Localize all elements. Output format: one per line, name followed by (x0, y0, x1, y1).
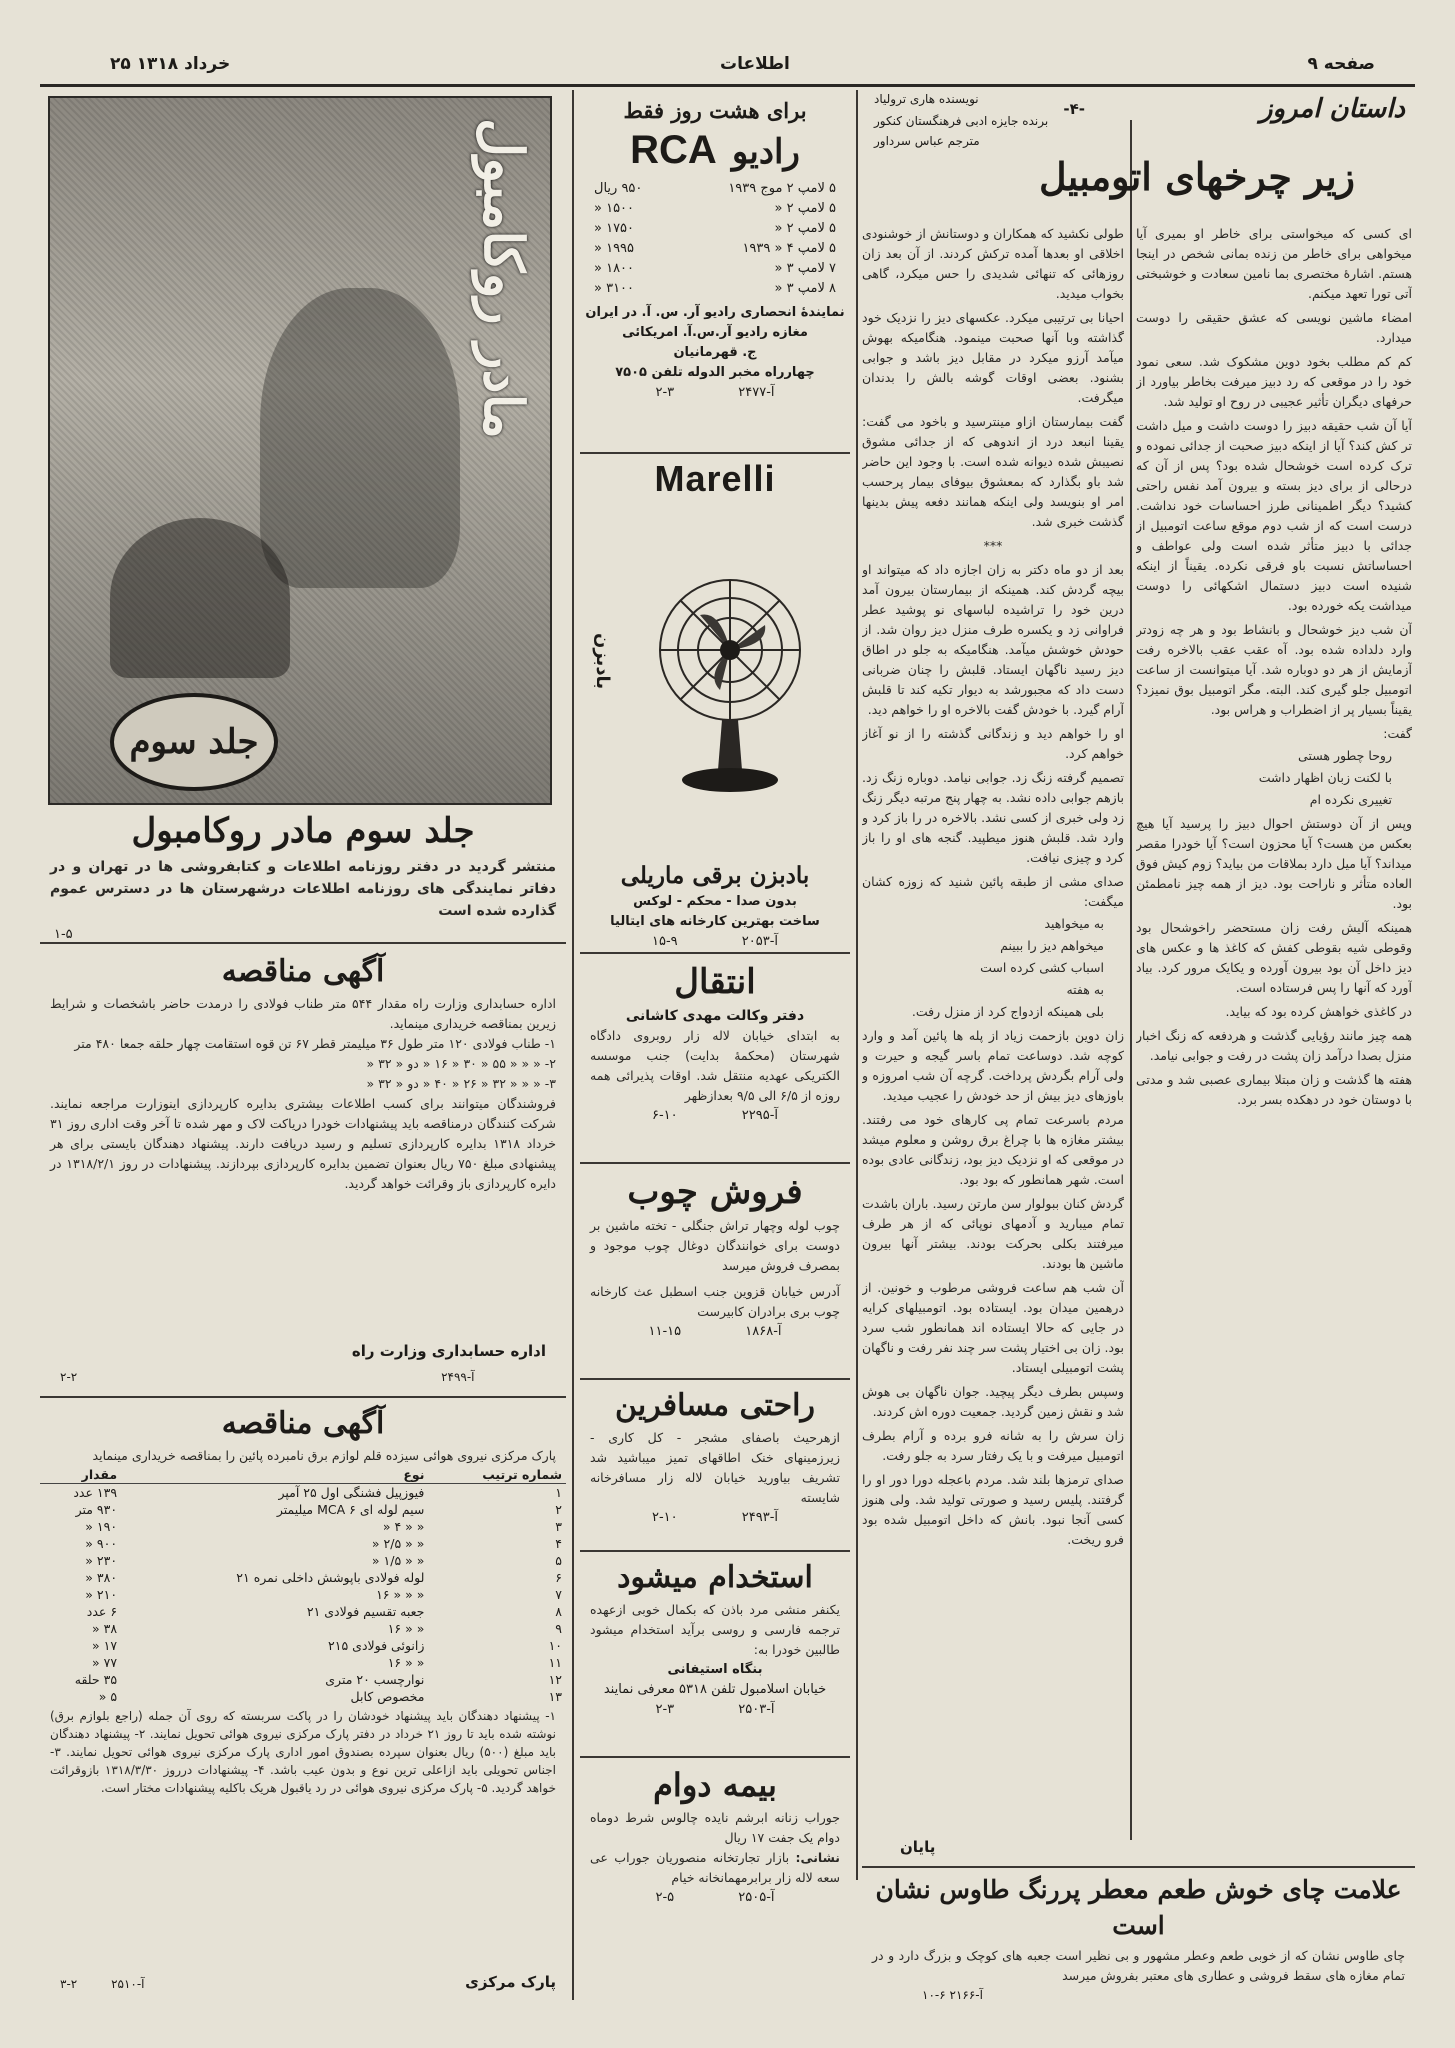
tender-1-title: آگهی مناقصه (221, 954, 385, 989)
story-title: زیر چرخهای اتومبیل (1039, 154, 1355, 199)
ad-code: آ-۲۴۹۹ (441, 1370, 475, 1384)
ad-rule (580, 1378, 850, 1380)
ad-code: آ-۲۲۹۵ (741, 1108, 779, 1123)
table-cell: « « ۱۶ (387, 1655, 425, 1670)
tender-2-ad (40, 1402, 566, 2007)
column-divider (856, 90, 858, 1880)
table-cell: ۱۳ (548, 1689, 562, 1704)
paragraph: بعد از دو ماه دکتر به زان اجازه داد که میتواند او بیچه گردش کند. همینکه از بیمارستان بیرون آمد درین خود را تراشیده لباسهای نو پوشید عطر فراوانی زد و یکسره طرف منزل دیز روان شد. از حودش خوشش میآمد. هنگامیکه به جلو در اطاق دیز رسید ناگهان ایستاد. قلبش را چنان ضربانی دست داد که مجبورشد به دیوار تکیه کند تا قلبش آرام گیرد. با خودش گفت بالاخره او را خواهم دید. (862, 562, 1124, 717)
marelli-features: بدون صدا - محکم - لوکس (633, 894, 797, 909)
dialogue-line: میخواهم دیز را ببینم (1000, 938, 1104, 953)
rca-model: ۵ لامپ ۲ « (774, 221, 836, 236)
rca-model: ۵ لامپ ۲ « (774, 201, 836, 216)
table-cell: سیم لوله ای MCA ۶ میلیمتر (276, 1502, 425, 1517)
table-cell: ۳۸ « (92, 1621, 118, 1636)
paragraph: همینکه آلیش رفت زان مستحضر راخوشحال بود وقوطی شیه بقوطی کفش که کاغذ ها و عکس های دیز داخل آن بود بیرون آورده و یکایک مرور کرد. بیاد آورد که آنها را پس فرستاده است. (1136, 920, 1412, 995)
tea-title: علامت چای خوش طعم معطر پررنگ طاوس نشان است (875, 1875, 1402, 1940)
tea-body: چای طاوس نشان که از خوبی طعم وعطر مشهور و بی نظیر است جعبه های کوچک و بزرگ دارد و در تمام مغازه های سقط فروشی و عطاری های معتبر بفروش میرسد (872, 1948, 1405, 1983)
story-header (862, 92, 1415, 202)
ad-code: ۲-۲ (60, 1370, 78, 1384)
paragraph: وپس از آن دوستش احوال دبیز را پرسید آیا هیچ بعکس من هست؟ آیا محزون است؟ آیا خودرا مقصر میداند؟ آیا میل دارد بملاقات من بیاید؟ زوم کیش فوق العاده متأثر و ناراحت بود. دیز از همه چیز نامطمئن بود. (1136, 816, 1412, 911)
rca-radio-label: رادیو (731, 132, 800, 172)
tender-1-item: ۱- طناب فولادی ۱۲۰ متر طول ۳۶ میلیمتر قطر ۶۷ تن قوه استقامت چهار حلقه جمعا ۴۸۰ متر (74, 1036, 556, 1051)
table-row (40, 1586, 566, 1603)
ad-code: ۱۵-۹ (651, 934, 678, 949)
marelli-logo: Marelli (654, 458, 776, 499)
story-end: پایان (900, 1838, 936, 1856)
ad-code: ۲-۳ (655, 385, 675, 400)
table-row (40, 1671, 566, 1688)
table-cell: لوله فولادی باپوشش داخلی نمره ۲۱ (236, 1570, 425, 1585)
table-row (40, 1688, 566, 1705)
wood-ad (580, 1168, 850, 1368)
wood-title: فروش چوب (627, 1172, 803, 1212)
table-row (40, 1484, 566, 1502)
tender-1-intro: اداره حسابداری وزارت راه مقدار ۵۴۴ متر طناب فولادی را درمدت حاضر باشخصات و شرایط زیرین بمناقصه خریداری مینماید. (50, 996, 556, 1031)
stocking-ad (580, 1762, 850, 1962)
table-cell: ۷۷ « (92, 1655, 118, 1670)
book-cover-illustration (48, 96, 552, 805)
story-translator: مترجم عباس سرداور (874, 134, 980, 148)
ad-code: آ-۲۴۹۳ (741, 1510, 779, 1525)
issue-date: ۲۵ خرداد ۱۳۱۸ (110, 54, 231, 74)
table-row (40, 1654, 566, 1671)
hiring-company: بنگاه استیفانی (667, 1662, 763, 1677)
ad-rule (580, 952, 850, 954)
ad-code: ۳-۲ (60, 1977, 78, 1991)
column-header: شماره ترتیب (428, 1466, 566, 1484)
rca-price: ۹۵۰ ریال (594, 181, 643, 196)
column-header: نوع (121, 1466, 428, 1484)
ad-code: آ-۲۴۷۷ (738, 385, 775, 400)
paragraph: ای کسی که میخواستی برای خاطر او بمیری آیا میخواهی برای خاطر من زنده بمانی شخص در اینجا هستم. اشارهٔ مختصری بما نامین سعادت و خوشبختی آتی تورا تعهد میکنم. (1136, 226, 1412, 301)
hiring-ad (580, 1556, 850, 1752)
table-cell: ۶ (555, 1570, 562, 1585)
book-title: جلد سوم مادر روکامبول (131, 811, 475, 851)
ad-rule (40, 1396, 566, 1398)
marelli-title: بادبزن برقی ماریلی (620, 862, 810, 889)
tea-ad (862, 1872, 1415, 2012)
stocking-address-label: نشانی: (795, 1850, 840, 1865)
tender-2-table (40, 1466, 566, 1705)
table-cell: ۱۱ (548, 1655, 562, 1670)
table-row (40, 1637, 566, 1654)
table-cell: زانوئی فولادی ۲۱۵ (328, 1638, 425, 1653)
wood-address: آدرس خیابان قزوین جنب اسطبل عث کارخانه چوب بری برادران کابیرست (590, 1284, 840, 1319)
dialogue-line: با لکنت زبان اظهار داشت (1258, 770, 1392, 785)
tender-1-ad (40, 950, 566, 1390)
table-row (40, 1501, 566, 1518)
dialogue-line: به میخواهید (1044, 916, 1104, 931)
rca-logo: RCA (630, 128, 717, 172)
table-row (40, 1535, 566, 1552)
table-header-row (40, 1466, 566, 1484)
tender-1-item: ۳- « « « ۳۲ « ۲۶ « ۴۰ « دو « ۳۲ « (366, 1076, 556, 1091)
table-cell: نوارچسب ۲۰ متری (325, 1672, 425, 1687)
table-cell: « « ۴ « (382, 1519, 425, 1534)
tender-2-intro: پارک مرکزی نیروی هوائی سیزده قلم لوازم برق نامبرده پائین را بمناقصه خریداری مینماید (92, 1448, 556, 1463)
paragraph: صدای مشی از طبقه پائین شنید که زوزه کشان میگفت: (862, 874, 1124, 909)
dialogue-line: تغییری نکرده ام (1309, 792, 1392, 807)
ad-rule (862, 1866, 1415, 1868)
table-row (40, 1518, 566, 1535)
table-cell: ۳۸۰ « (85, 1570, 118, 1585)
section-title: داستان امروز (1259, 94, 1405, 124)
book-ad (40, 806, 566, 956)
table-row (40, 1603, 566, 1620)
paragraph: در کاغذی خواهش کرده بود که بیاید. (1225, 1004, 1412, 1019)
ad-rule (40, 942, 566, 944)
paragraph: زان سرش را به شانه فرو برده و آرام بطرف اتومبیل میرفت و با یک رفتار سرد به جلو رفت. (862, 1428, 1124, 1463)
dialogue-line: بلی همینکه ازدواج کرد از منزل رفت. (911, 1004, 1104, 1019)
paragraph: امضاء ماشین نویسی که عشق حقیقی را دوست میدارد. (1136, 310, 1412, 345)
table-cell: ۲ (555, 1502, 562, 1517)
story-column-2 (862, 224, 1124, 1864)
hotel-body: ازهرحیث باصفای مشجر - کل کاری - زیرزمینهای خنک اطاقهای تمیز میباشید شد تشریف بیاورید خیابان لاله زار مسافرخانه شایسته (590, 1430, 840, 1505)
rca-model: ۷ لامپ ۳ « (774, 261, 836, 276)
column-divider (572, 90, 574, 2000)
tender-2-table-body (40, 1484, 566, 1706)
hotel-title: راحتی مسافرین (615, 1388, 815, 1423)
rca-price: ۳۱۰۰ « (594, 281, 635, 296)
table-cell: ۱۰ (548, 1638, 562, 1653)
ad-code: آ-۲۱۶۶ (949, 1988, 983, 2002)
ad-rule (580, 1162, 850, 1164)
table-cell: « « ۲/۵ « (371, 1536, 425, 1551)
rca-price: ۱۸۰۰ « (594, 261, 635, 276)
paragraph: گردش کنان ببولوار سن مارتن رسید. باران باشدت تمام میبارید و آدمهای نوپائی که از هر طرف میرفتند بکلی بحرکت بودند. بیشتر آنها بیرون ماشین ها بودند. (862, 1196, 1124, 1271)
ad-code: ۲-۱۰ (651, 1510, 678, 1525)
paragraph: کم کم مطلب بخود دوین مشکوک شد. سعی نمود خود را در موقعی که رد دبیز میرفت بخاطر بیاورد از حرفهای دیگران تأثیر عجیبی در روح او تولید شد. (1136, 354, 1412, 409)
stocking-title: بیمه دوام (653, 1766, 777, 1804)
dialogue-line: به هفته (1066, 982, 1104, 997)
cover-volume-badge: جلد سوم (110, 693, 278, 791)
paragraph: آن شب دیز خوشحال و بانشاط بود و هر چه زودتر وارد دلداده شده بود. آه عقب عقب بالاخره رفت آزمایش از هر دو دوباره شد. آیا میتوانست از ساعت اتومبیل جلو گیری کند. البته. مگر اتومبیل بوق نمیزد؟ یقیناً بسیار پر از اضطراب و هراس بود. (1136, 622, 1412, 717)
table-row (40, 1620, 566, 1637)
rca-price-row (580, 199, 850, 219)
table-cell: ۷ (555, 1587, 562, 1602)
ad-code: ۲-۵ (655, 1890, 675, 1905)
rca-price-row (580, 219, 850, 239)
story-number: -۴- (1063, 100, 1085, 118)
masthead (40, 50, 1415, 82)
rca-model: ۵ لامپ ۲ موج ۱۹۳۹ (728, 181, 836, 196)
separator: *** (983, 538, 1003, 553)
stocking-body: جوراب زنانه ابرشم نایده چالوس شرط دوماه دوام یک جفت ۱۷ ریال (590, 1810, 840, 1845)
ad-rule (580, 452, 850, 454)
transfer-ad (580, 958, 850, 1158)
table-cell: « « « ۱۶ (376, 1587, 425, 1602)
story-credit: برنده جایزه ادبی فرهنگستان کنکور (874, 114, 1049, 128)
rca-price-row (580, 179, 850, 199)
column-header: مقدار (40, 1466, 121, 1484)
table-cell: ۹۳۰ متر (75, 1502, 118, 1517)
transfer-body: به ابتدای خیابان لاله زار روبروی دادگاه شهرستان (محکمهٔ بدایت) جنب موسسه الکتریکی عهدیه منتقل شد. اوقات پذیرائی همه روزه از ۶/۵ الی ۹/۵ بعدازظهر (590, 1028, 840, 1103)
fan-hub (720, 640, 740, 660)
story-column-1 (1136, 224, 1412, 1864)
table-cell: ۲۱۰ « (85, 1587, 118, 1602)
ad-code: ۱-۵ (54, 927, 73, 942)
transfer-subtitle: دفتر وکالت مهدی کاشانی (625, 1008, 805, 1024)
stocking-address: بازار تجارتخانه منصوریان جوراب عی سعه لاله زار برابرمهمانخانه خیام (590, 1850, 840, 1885)
table-cell: ۳۵ حلقه (74, 1672, 118, 1687)
table-cell: ۲۳۰ « (85, 1553, 118, 1568)
tender-2-title: آگهی مناقصه (221, 1406, 385, 1441)
paper-name: اطلاعات (720, 54, 790, 74)
ad-rule (580, 1756, 850, 1758)
rca-price: ۱۹۹۵ « (594, 241, 635, 256)
marelli-side-label: بادبزن (592, 633, 613, 690)
rca-address: چهارراه مخبر الدوله تلفن ۷۵۰۵ (615, 365, 815, 380)
paragraph: همه چیز مانند رؤیایی گذشت و هردفعه که زنگ اخبار منزل بصدا درآمد زان پشت در رفت و جوابی نیامد. (1136, 1028, 1412, 1063)
hiring-address: خیابان اسلامبول تلفن ۵۳۱۸ معرفی نمایند (603, 1682, 827, 1697)
paragraph: تصمیم گرفته زنگ زد. جوابی نیامد. دوباره زنگ زد. بازهم جوابی داده نشد. به چهار پنج مرتبه دیگر زنگ زد ولی خبری از کسی نشد. بالاخره در را باز کرد و وارد شد. قلبش هنوز میطپید. گنجه های او را باز کرد و چیزی نیافت. (862, 770, 1124, 865)
table-cell: ۹۰۰ « (85, 1536, 118, 1551)
paragraph: وسپس بطرف دیگر پیچید. جوان ناگهان بی هوش شد و نقش زمین گردید. جمعیت دوره اش کردند. (862, 1384, 1124, 1419)
electric-fan-illustration (640, 570, 820, 800)
tender-1-signature: اداره حسابداری وزارت راه (351, 1342, 546, 1360)
paragraph: صدای ترمزها بلند شد. مردم باعجله دورا دور او را گرفتند. پلیس رسید و صورتی تولید شد. ولی هنوز کسی آنجا نبود. بانش که داخل اتومبیل شده بود فرو ریخت. (862, 1472, 1124, 1547)
table-row (40, 1569, 566, 1586)
table-cell: « « ۱/۵ « (371, 1553, 425, 1568)
figure-silhouette (110, 518, 290, 678)
tender-2-signature: پارک مرکزی (465, 1973, 556, 1991)
table-cell: جعبه تقسیم فولادی ۲۱ (306, 1604, 425, 1619)
wood-body: چوب لوله وچهار تراش جنگلی - تخته ماشین بر دوست برای خوانندگان دوغال چوب موجود و بمصرف فروش میرسد (590, 1218, 840, 1273)
book-body: منتشر گردید در دفتر روزنامه اطلاعات و کتابفروشی ها در تهران و در دفاتر نمایندگی های روزنامه اطلاعات درشهرستان ها در دسترس عموم گذارده شده است (50, 859, 556, 919)
table-cell: ۸ (555, 1604, 562, 1619)
hotel-ad (580, 1384, 850, 1546)
table-cell: ۵ « (98, 1689, 118, 1704)
story-byline: نویسنده هاری ترولیاد (874, 92, 979, 106)
ad-code: ۶-۱۰ (651, 1108, 678, 1123)
table-cell: ۱۹۰ « (85, 1519, 118, 1534)
table-cell: فیوزپیل فشنگی اول ۲۵ آمپر (278, 1485, 425, 1500)
table-cell: ۶ عدد (86, 1604, 118, 1619)
ad-code: ۲-۳ (655, 1702, 675, 1717)
rca-price: ۱۷۵۰ « (594, 221, 635, 236)
paragraph: زان دوین بازحمت زیاد از پله ها پائین آمد و وارد کوچه شد. دوساعت تمام باسر گیجه و حیرت و ولی آرام بگردش پرداخت. گرچه آن شب امروزه و باوزهای دیز بیش از حد خودش را عجیب میدید. (862, 1028, 1124, 1103)
tender-1-item: ۲- « « « ۵۵ « ۳۰ « ۱۶ « دو « ۳۲ « (366, 1056, 556, 1071)
rca-model: ۸ لامپ ۳ « (774, 281, 836, 296)
table-cell: ۱۷ « (92, 1638, 118, 1653)
ad-code: آ-۲۰۵۳ (741, 934, 779, 949)
rca-owner: ج. قهرمانیان (673, 345, 757, 360)
transfer-title: انتقال (674, 962, 756, 1002)
ad-code: آ-۱۸۶۸ (745, 1324, 782, 1339)
table-cell: مخصوص کابل (350, 1689, 425, 1704)
table-cell: ۱۳۹ عدد (73, 1485, 118, 1500)
paragraph: او را خواهم دید و زندگانی گذشته را از نو آغاز خواهم کرد. (862, 726, 1124, 761)
rca-price: ۱۵۰۰ « (594, 201, 635, 216)
paragraph: آن شب هم ساعت فروشی مرطوب و خونین. از درهمین میدان بود. ایستاده بود. اتومبیلهای کرایه در جایی که حالا ایستاده اند همانطور شب سرد بود. زان بی اختیار پشت سر چند نفر رفت و ناگهان پشت اتومبیلی ایستاد. (862, 1280, 1124, 1375)
paragraph: گفت: (1383, 726, 1412, 741)
rca-ad (580, 96, 850, 446)
ad-code: آ-۲۵۰۳ (738, 1702, 775, 1717)
table-cell: « « ۱۶ (387, 1621, 425, 1636)
rca-shop: مغازه رادیو آر.س.آ. امریکائی (622, 325, 808, 340)
fan-base (682, 768, 778, 792)
rca-agent: نمایندهٔ انحصاری رادیو آر. س. آ. در ایران (585, 305, 845, 320)
table-cell: ۱۲ (548, 1672, 562, 1687)
ad-code: آ-۲۵۱۰ (111, 1977, 145, 1991)
tender-1-body: فروشندگان میتوانند برای کسب اطلاعات بیشتری بدایره کارپردازی اینوزارت مراجعه نمایند. شرکت کنندگان درمناقصه باید پیشنهادات خودرا دریاکت لاک و مهر شده تا آخر وقت اداری روز ۳۱ خرداد ۱۳۱۸ بدایره کارپردازی تسلیم و رسید دریافت دارند. پیشنهاد دهندگان بایستی برای هر پیشنهادی مبلغ ۷۵۰ ریال بعنوان تضمین بدایره کارپردازی بپردازند. پیشنهادات در روز ۱۳۱۸/۲/۱ در دایره کارپردازی باز وقرائت خواهد گردید. (50, 1096, 557, 1191)
rca-price-row (580, 279, 850, 299)
figure-silhouette (260, 288, 460, 588)
ad-code: ۱۱-۱۵ (648, 1324, 682, 1339)
table-cell: ۴ (555, 1536, 562, 1551)
paragraph: گفت بیمارستان ازاو مینترسید و باخود می گفت: یقینا انبعد درد از اندوهی که از جدائی مشوق نصیبش شده دیوانه شده است. با وجود این حاضر شد باو بگذارد که بمعشوق بیوفای بیمار پرحسب امر او بنویسد ولی اینکه همانند دفعه پیش بدینها گذشت خبری شد. (862, 414, 1124, 529)
dialogue-line: اسباب کشی کرده است (980, 960, 1104, 975)
page-number: صفحه ۹ (1307, 54, 1375, 74)
table-cell: ۳ (555, 1519, 562, 1534)
hiring-title: استخدام میشود (617, 1560, 813, 1595)
tender-2-notes: ۱- پیشنهاد دهندگان باید پیشنهاد خودشان را در پاکت سربسته که روی آن جمله (راجع بلوازم برق) نوشته شده باید تا روز ۲۱ خرداد در دفتر پارک مرکزی نیروی هوائی تحویل نمایند. ۲- پیشنهاد دهندگان باید مبلغ (۵۰۰) ریال بعنوان سپرده بصندوق امور اداری پارک مرکزی نیروی هوائی تحویل نمایند. ۳- اجناس تحویلی باید ازاعلی ترین نوع و بدون عیب باشد. ۴- پیشنهادات درروز ۱۳۱۸/۳/۳۰ بازوقرائت خواهد گردید. ۵- پارک مرکزی نیروی هوائی در رد یاقبول هریک باکلیه پیشنهادات مختار است. (50, 1709, 557, 1795)
table-cell: ۹ (555, 1621, 562, 1636)
rca-price-row (580, 239, 850, 259)
paragraph: مردم باسرعت تمام پی کارهای خود می رفتند. بیشتر مغازه ها با چراغ برق روشن و معلوم میشد در موقعی که او نزدیک دیز بود، زندگانی عادی بوده است. شهر همانطور که بود بود. (862, 1112, 1124, 1187)
table-row (40, 1552, 566, 1569)
rca-price-row (580, 259, 850, 279)
paragraph: هفته ها گذشت و زان مبتلا بیماری عصبی شد و مدتی با دوستان خود در دهکده بسر برد. (1136, 1072, 1412, 1107)
hiring-body: یکنفر منشی مرد باذن که بکمال خوبی ازعهده ترجمه فارسی و روسی برآید استخدام میشود طالبین خودرا به: (590, 1602, 840, 1657)
paragraph: آیا آن شب حقیقه دبیز را دوست داشت و میل داشت تر کش کند؟ آیا از اینکه دبیز صحبت از جدائی نموده و ترک کرده است خوشحال شده بود؟ پس از آن که درحالی از برای دیز بسته و بیرون آمد نفس راحتی کشید؟ دیگر اطمینانی طرز احساسات خود نداشت. درست است که از شب دوم موقع ساعت اتومبیل از جدائی با دبیز متأثر شده است ولی عواطف و احساساتش نسبت باو فرقی نکرده. یقیناً از اینکه شنیده است دبیز دستمال اشکهائی را دوست میداشت یکه خورده بود. (1136, 418, 1412, 613)
rca-heading: برای هشت روز فقط (623, 98, 807, 123)
table-cell: ۵ (555, 1553, 562, 1568)
paragraph: احیانا بی ترتیبی میکرد. عکسهای دیز را نزدیک خود گذاشته وبا آنها صحبت مینمود. هنگامیکه بهوش میآمد آرزو میکرد در مقابل دیز باشد و جوابی بشنود. بعضی اوقات گوشه بالش را بدندان میگرفت. (862, 310, 1124, 405)
ad-code: ۶-۱۰ (922, 1988, 946, 2002)
paragraph: طولی نکشید که همکاران و دوستانش از خوشنودی اخلاقی او بعدها آمده ترکش کردند. از آن بعد زان روزهائی که تنهائی شدیدی را حس میکرد، گاهی بخواب میدید. (862, 226, 1124, 301)
rca-price-list (580, 179, 850, 299)
ad-code: آ-۲۵۰۵ (738, 1890, 775, 1905)
table-cell: ۱ (555, 1485, 562, 1500)
fan-stand (718, 720, 742, 770)
cover-title: مادر روکامبول (472, 118, 536, 439)
column-divider (1130, 120, 1132, 1840)
rca-model: ۵ لامپ ۴ « ۱۹۳۹ (742, 241, 836, 256)
marelli-origin: ساخت بهترین کارخانه های ایتالیا (610, 914, 820, 929)
dialogue-line: روحا چطور هستی (1298, 748, 1392, 763)
ad-rule (580, 1550, 850, 1552)
masthead-rule (40, 84, 1415, 87)
